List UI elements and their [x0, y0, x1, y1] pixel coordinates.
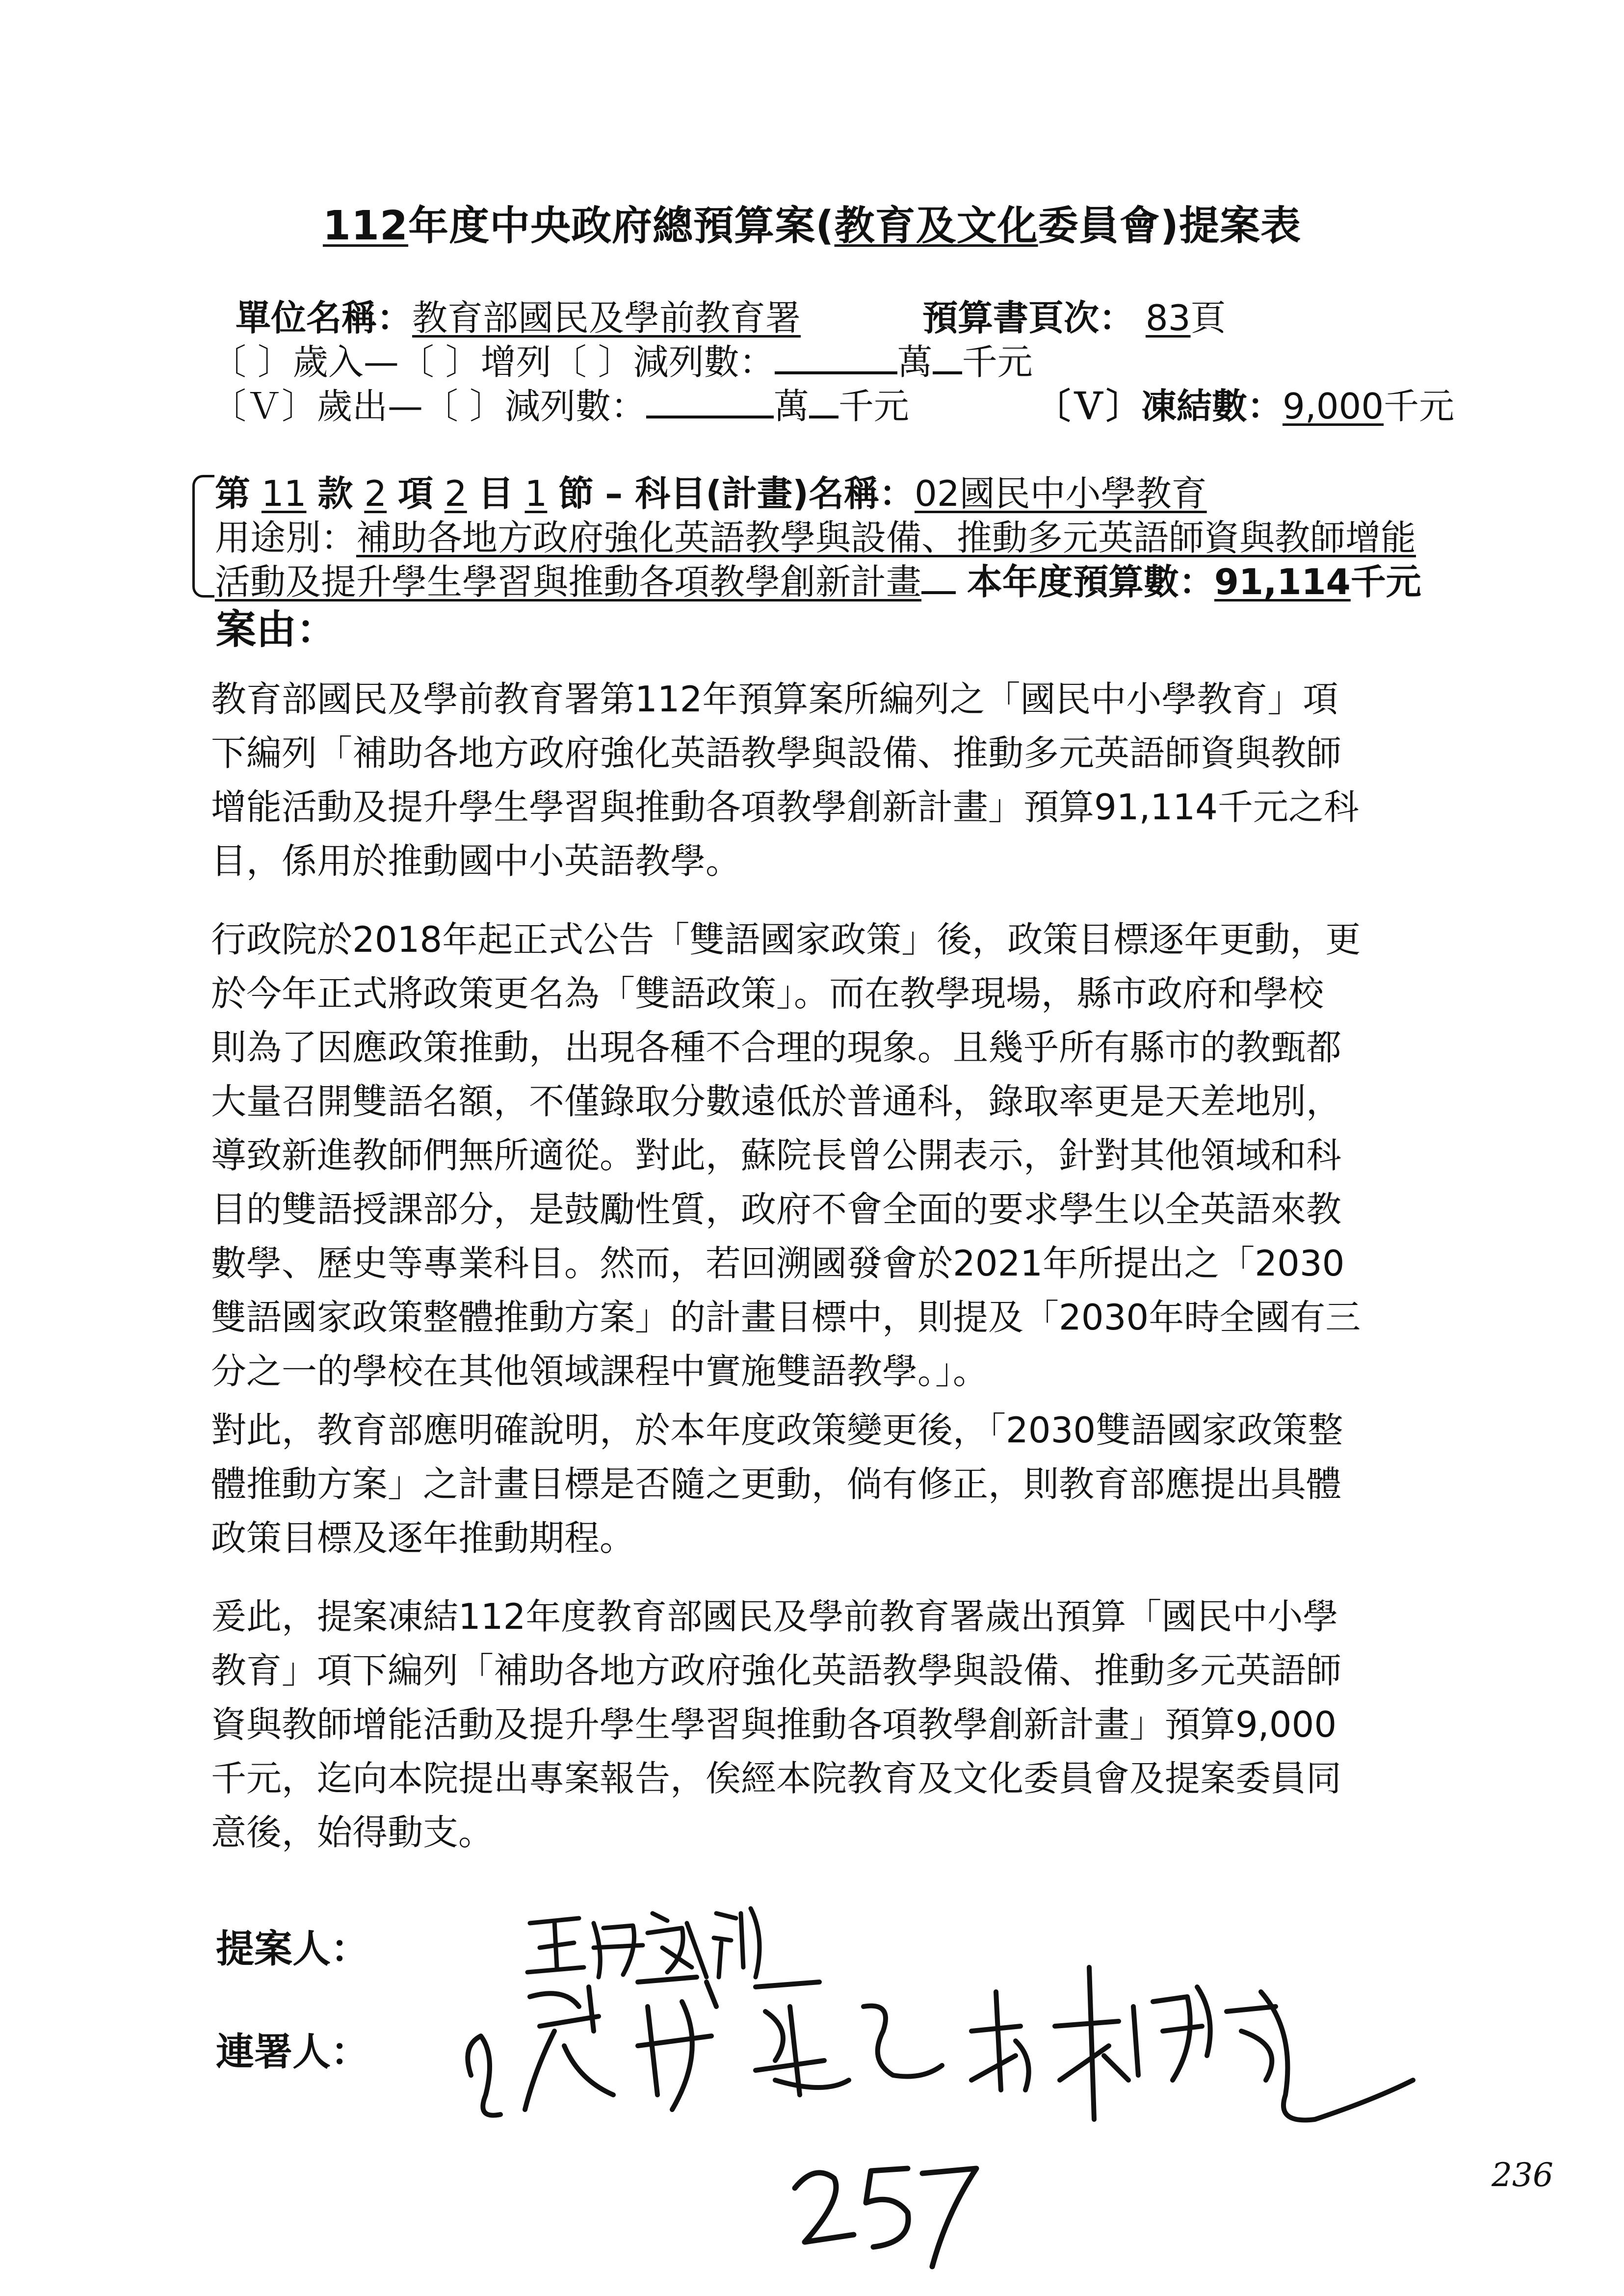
- purpose-label: 用途別：: [215, 517, 357, 558]
- freeze-unit: 千元: [1384, 386, 1455, 427]
- paragraph-line: 教育部國民及學前教育署第112年預算案所編列之「國民中小學教育」項: [211, 678, 1338, 720]
- title-part2: 委員會)提案表: [1038, 203, 1302, 249]
- annual-budget-label: 本年度預算數：: [967, 561, 1214, 602]
- jie-value: 1: [524, 473, 548, 514]
- paragraph-line: 資與教師增能活動及提升學生學習與推動各項教學創新計畫」預算9,000: [211, 1704, 1337, 1745]
- paragraph-line: 下編列「補助各地方政府強化英語教學與設備、推動多元英語師資與教師: [211, 732, 1342, 774]
- paragraph-line: 政策目標及逐年推動期程。: [211, 1517, 635, 1559]
- paragraph-line: 行政院於2018年起正式公告「雙語國家政策」後，政策目標逐年更動，更: [211, 919, 1361, 960]
- handwritten-number: [785, 2149, 991, 2276]
- unit-value: 教育部國民及學前教育署: [412, 297, 801, 339]
- unit-label: 單位名稱：: [236, 297, 413, 339]
- annual-budget-value: 91,114: [1214, 561, 1351, 602]
- paragraph-line: 雙語國家政策整體推動方案」的計畫目標中，則提及「2030年時全國有三: [211, 1297, 1361, 1338]
- paragraph-4: [211, 1590, 1457, 1859]
- expense-row: [211, 378, 909, 429]
- xiang-value: 2: [364, 473, 387, 514]
- page-label: 預算書頁次：: [922, 297, 1135, 339]
- expense-thousand-blank: [809, 386, 838, 418]
- paragraph-line: 目的雙語授課部分，是鼓勵性質，政府不會全面的要求學生以全英語來教: [211, 1189, 1342, 1230]
- proposer-label: 提案人：: [216, 1927, 369, 1971]
- paragraph-line: 大量召開雙語名額，不僅錄取分數遠低於普通科，錄取率更是天差地別，: [211, 1081, 1342, 1122]
- revenue-label: 〔 〕歲入—〔 〕增列〔 〕減列數：: [211, 341, 775, 383]
- paragraph-line: 增能活動及提升學生學習與推動各項教學創新計畫」預算91,114千元之科: [211, 786, 1359, 828]
- paragraph-2: [211, 913, 1457, 1398]
- title-part1: 年度中央政府總預算案(: [408, 203, 835, 249]
- subject-row: [215, 465, 1207, 516]
- paragraph-line: 分之一的學校在其他領域課程中實施雙語教學。」。: [211, 1351, 989, 1392]
- jie-unit: 節: [558, 473, 594, 514]
- cosigner-label: 連署人：: [216, 2030, 369, 2074]
- kuan-unit: 款: [317, 473, 353, 514]
- paragraph-line: 數學、歷史等專業科目。然而，若回溯國發會於2021年所提出之「2030: [211, 1243, 1345, 1284]
- revenue-row: [211, 334, 1033, 385]
- page-unit: 頁: [1190, 297, 1226, 339]
- kuan-label: 第: [215, 473, 251, 514]
- paragraph-line: 千元，迄向本院提出專案報告，俟經本院教育及文化委員會及提案委員同: [211, 1758, 1342, 1799]
- paragraph-line: 於今年正式將政策更名為「雙語政策」。而在教學現場，縣市政府和學校: [211, 973, 1324, 1014]
- mu-unit: 目: [478, 473, 514, 514]
- title-committee: 教育及文化: [834, 203, 1038, 249]
- paragraph-line: 教育」項下編列「補助各地方政府強化英語教學與設備、推動多元英語師: [211, 1650, 1342, 1691]
- purpose-line1: 補助各地方政府強化英語教學與設備、推動多元英語師資與教師增能: [356, 517, 1416, 558]
- paragraph-line: 體推動方案」之計畫目標是否隨之更動，倘有修正，則教育部應提出具體: [211, 1463, 1342, 1505]
- freeze-row: [1035, 378, 1454, 429]
- expense-amount-blank: [646, 386, 774, 418]
- expense-unit: 千元: [838, 386, 909, 427]
- mu-value: 2: [444, 473, 467, 514]
- purpose-row-2: [215, 553, 1421, 604]
- revenue-unit: 千元: [962, 341, 1033, 383]
- paragraph-line: 爰此，提案凍結112年度教育部國民及學前教育署歲出預算「國民中小學: [211, 1596, 1338, 1637]
- purpose-blank: [921, 562, 956, 594]
- page-title: [0, 194, 1624, 251]
- paragraph-line: 意後，始得動支。: [211, 1812, 494, 1853]
- kuan-value: 11: [261, 473, 307, 514]
- paragraph-1: [211, 672, 1457, 888]
- freeze-label: 〔Ｖ〕凍結數：: [1035, 386, 1283, 427]
- title-year: 112: [322, 203, 409, 249]
- revenue-wan: 萬: [897, 341, 933, 383]
- page-number: 236: [1492, 2156, 1553, 2194]
- budget-page-row: [922, 289, 1226, 340]
- xiang-unit: 項: [398, 473, 434, 514]
- revenue-thousand-blank: [933, 342, 962, 374]
- purpose-row: [215, 509, 1416, 560]
- purpose-line2: 活動及提升學生學習與推動各項教學創新計畫: [215, 561, 922, 602]
- subject-name-value: 02國民中小學教育: [915, 473, 1207, 514]
- paragraph-line: 目，係用於推動國中小英語教學。: [211, 840, 741, 882]
- paragraph-3: [211, 1403, 1457, 1565]
- expense-wan: 萬: [773, 386, 809, 427]
- page-value: 83: [1145, 297, 1191, 339]
- expense-label: 〔Ｖ〕歲出—〔 〕減列數：: [211, 386, 646, 427]
- cosigner-signatures: [451, 1933, 1452, 2139]
- revenue-amount-blank: [775, 342, 897, 374]
- subject-bracket: [192, 475, 214, 598]
- subject-name-label: – 科目(計畫)名稱：: [605, 473, 915, 514]
- paragraph-line: 對此，教育部應明確說明，於本年度政策變更後，「2030雙語國家政策整: [211, 1409, 1343, 1451]
- unit-row: [236, 289, 801, 340]
- annual-budget-unit: 千元: [1350, 561, 1421, 602]
- paragraph-line: 導致新進教師們無所適從。對此，蘇院長曾公開表示，針對其他領域和科: [211, 1135, 1342, 1176]
- paragraph-line: 則為了因應政策推動，出現各種不合理的現象。且幾乎所有縣市的教甄都: [211, 1027, 1342, 1068]
- reason-label: 案由：: [216, 606, 337, 653]
- freeze-value: 9,000: [1283, 386, 1384, 427]
